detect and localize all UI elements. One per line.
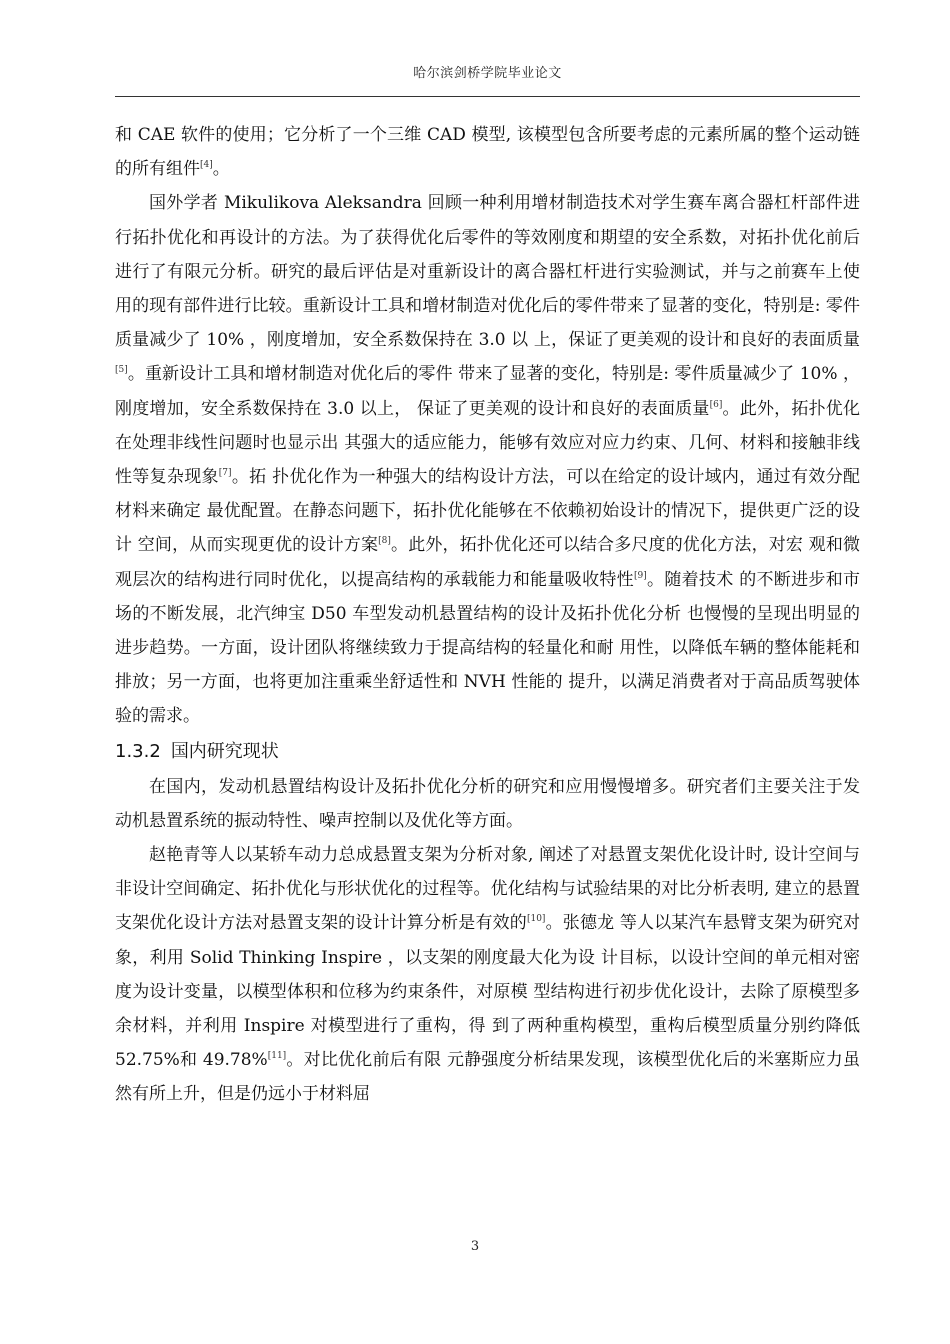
header-divider: [115, 96, 860, 97]
citation-ref: [4]: [200, 160, 213, 171]
section-number: 1.3.2: [115, 740, 161, 762]
paragraph-domestic-intro: [115, 770, 860, 838]
paragraph-text: 。重新设计工具和增材制造对优化后的零件 带来了显著的变化，特别是: 零件质量减少了 10% ，刚度增加，安全系数保持在 3.0 以上， 保证了更美观的设计和良好的表面质量: [115, 364, 860, 419]
citation-ref: [8]: [378, 536, 391, 547]
paragraph-text: 。拓 扑优化作为一种强大的结构设计方法，可以在给定的设计域内，通过有效分配材料来确定 最优配置。在静态问题下，拓扑优化能够在不依赖初始设计的情况下，提供更广泛的设计 空间，从而实现更优的设计方案: [115, 467, 861, 556]
citation-ref: [6]: [709, 399, 723, 410]
citation-ref: [10]: [526, 914, 546, 925]
paragraph-continuation: [115, 118, 860, 186]
section-heading: [115, 734, 860, 770]
paragraph-text: 。此外，拓扑优化在处理非线性问题时也显示出 其强大的适应能力，能够有效应对应力约束、几何、材料和接触非线性等复杂现象: [115, 398, 861, 488]
document-body: [115, 118, 860, 1112]
paragraph-domestic-research: [115, 838, 860, 1112]
paragraph-text: 和 CAE 软件的使用；它分析了一个三维 CAD 模型, 该模型包含所要考虑的元素所属的整个运动链的所有组件: [115, 125, 860, 180]
paragraph-text: 赵艳青等人以某轿车动力总成悬置支架为分析对象, 阐述了对悬置支架优化设计时, 设计空间与非设计空间确定、拓扑优化与形状优化的过程等。优化结构与试验结果的对比分析表明, 建立的悬置支架优化设计方法对悬置支架的设计计算分析是有效的: [115, 845, 860, 934]
paragraph-text: 。对比优化前后有限 元静强度分析结果发现，该模型优化后的米塞斯应力虽然有所上升，但是仍远小于材料屈: [115, 1050, 860, 1105]
paragraph-text: 在国内，发动机悬置结构设计及拓扑优化分析的研究和应用慢慢增多。研究者们主要关注于发动机悬置系统的振动特性、噪声控制以及优化等方面。: [115, 776, 860, 831]
paragraph-foreign-research: [115, 186, 860, 733]
citation-ref: [11]: [267, 1051, 287, 1062]
paragraph-text: 。: [212, 159, 230, 180]
citation-ref: [9]: [633, 570, 647, 581]
section-title: 国内研究现状: [170, 740, 279, 762]
page-header-title: 哈尔滨剑桥学院毕业论文: [413, 66, 562, 81]
page-number: 3: [470, 1239, 480, 1254]
paragraph-text: 。张德龙 等人以某汽车悬臂支架为研究对象，利用 Solid Thinking Inspire ，以支架的刚度最大化为设 计目标，以设计空间的单元相对密度为设计变量，以模型体积和位移为约束条件，对原模 型结构进行初步优化设计，去除了原模型多余材料，并利用 Inspire 对模型进行了重构，得 到了两种重构模型，重构后模型质量分别约降低 52.75%和 49.78%: [115, 913, 860, 1071]
paragraph-text: 国外学者 Mikulikova Aleksandra 回顾一种利用增材制造技术对学生赛车离合器杠杆部件进行拓扑优化和再设计的方法。为了获得优化后零件的等效刚度和期望的安全系数，对拓扑优化前后进行了有限元分析。研究的最后评估是对重新设计的离合器杠杆进行实验测试，并与之前赛车上使用的现有部件进行比较。重新设计工具和增材制造对优化后的零件带来了显著的变化，特别是: 零件质量减少了 10% ，刚度增加，安全系数保持在 3.0 以 上，保证了更美观的设计和良好的表面质量: [115, 193, 860, 351]
citation-ref: [5]: [115, 365, 128, 376]
citation-ref: [7]: [218, 468, 232, 479]
paragraph-text: 。此外，拓扑优化还可以结合多尺度的优化方法，对宏 观和微观层次的结构进行同时优化，以提高结构的承载能力和能量吸收特性: [115, 535, 860, 590]
paragraph-text: 。随着技术 的不断进步和市场的不断发展，北汽绅宝 D50 车型发动机悬置结构的设计及拓扑优化分析 也慢慢的呈现出明显的进步趋势。一方面，设计团队将继续致力于提高结构的轻量化和耐 用性，以降低车辆的整体能耗和排放；另一方面，也将更加注重乘坐舒适性和 NVH 性能的 提升，以满足消费者对于高品质驾驶体验的需求。: [115, 569, 861, 727]
